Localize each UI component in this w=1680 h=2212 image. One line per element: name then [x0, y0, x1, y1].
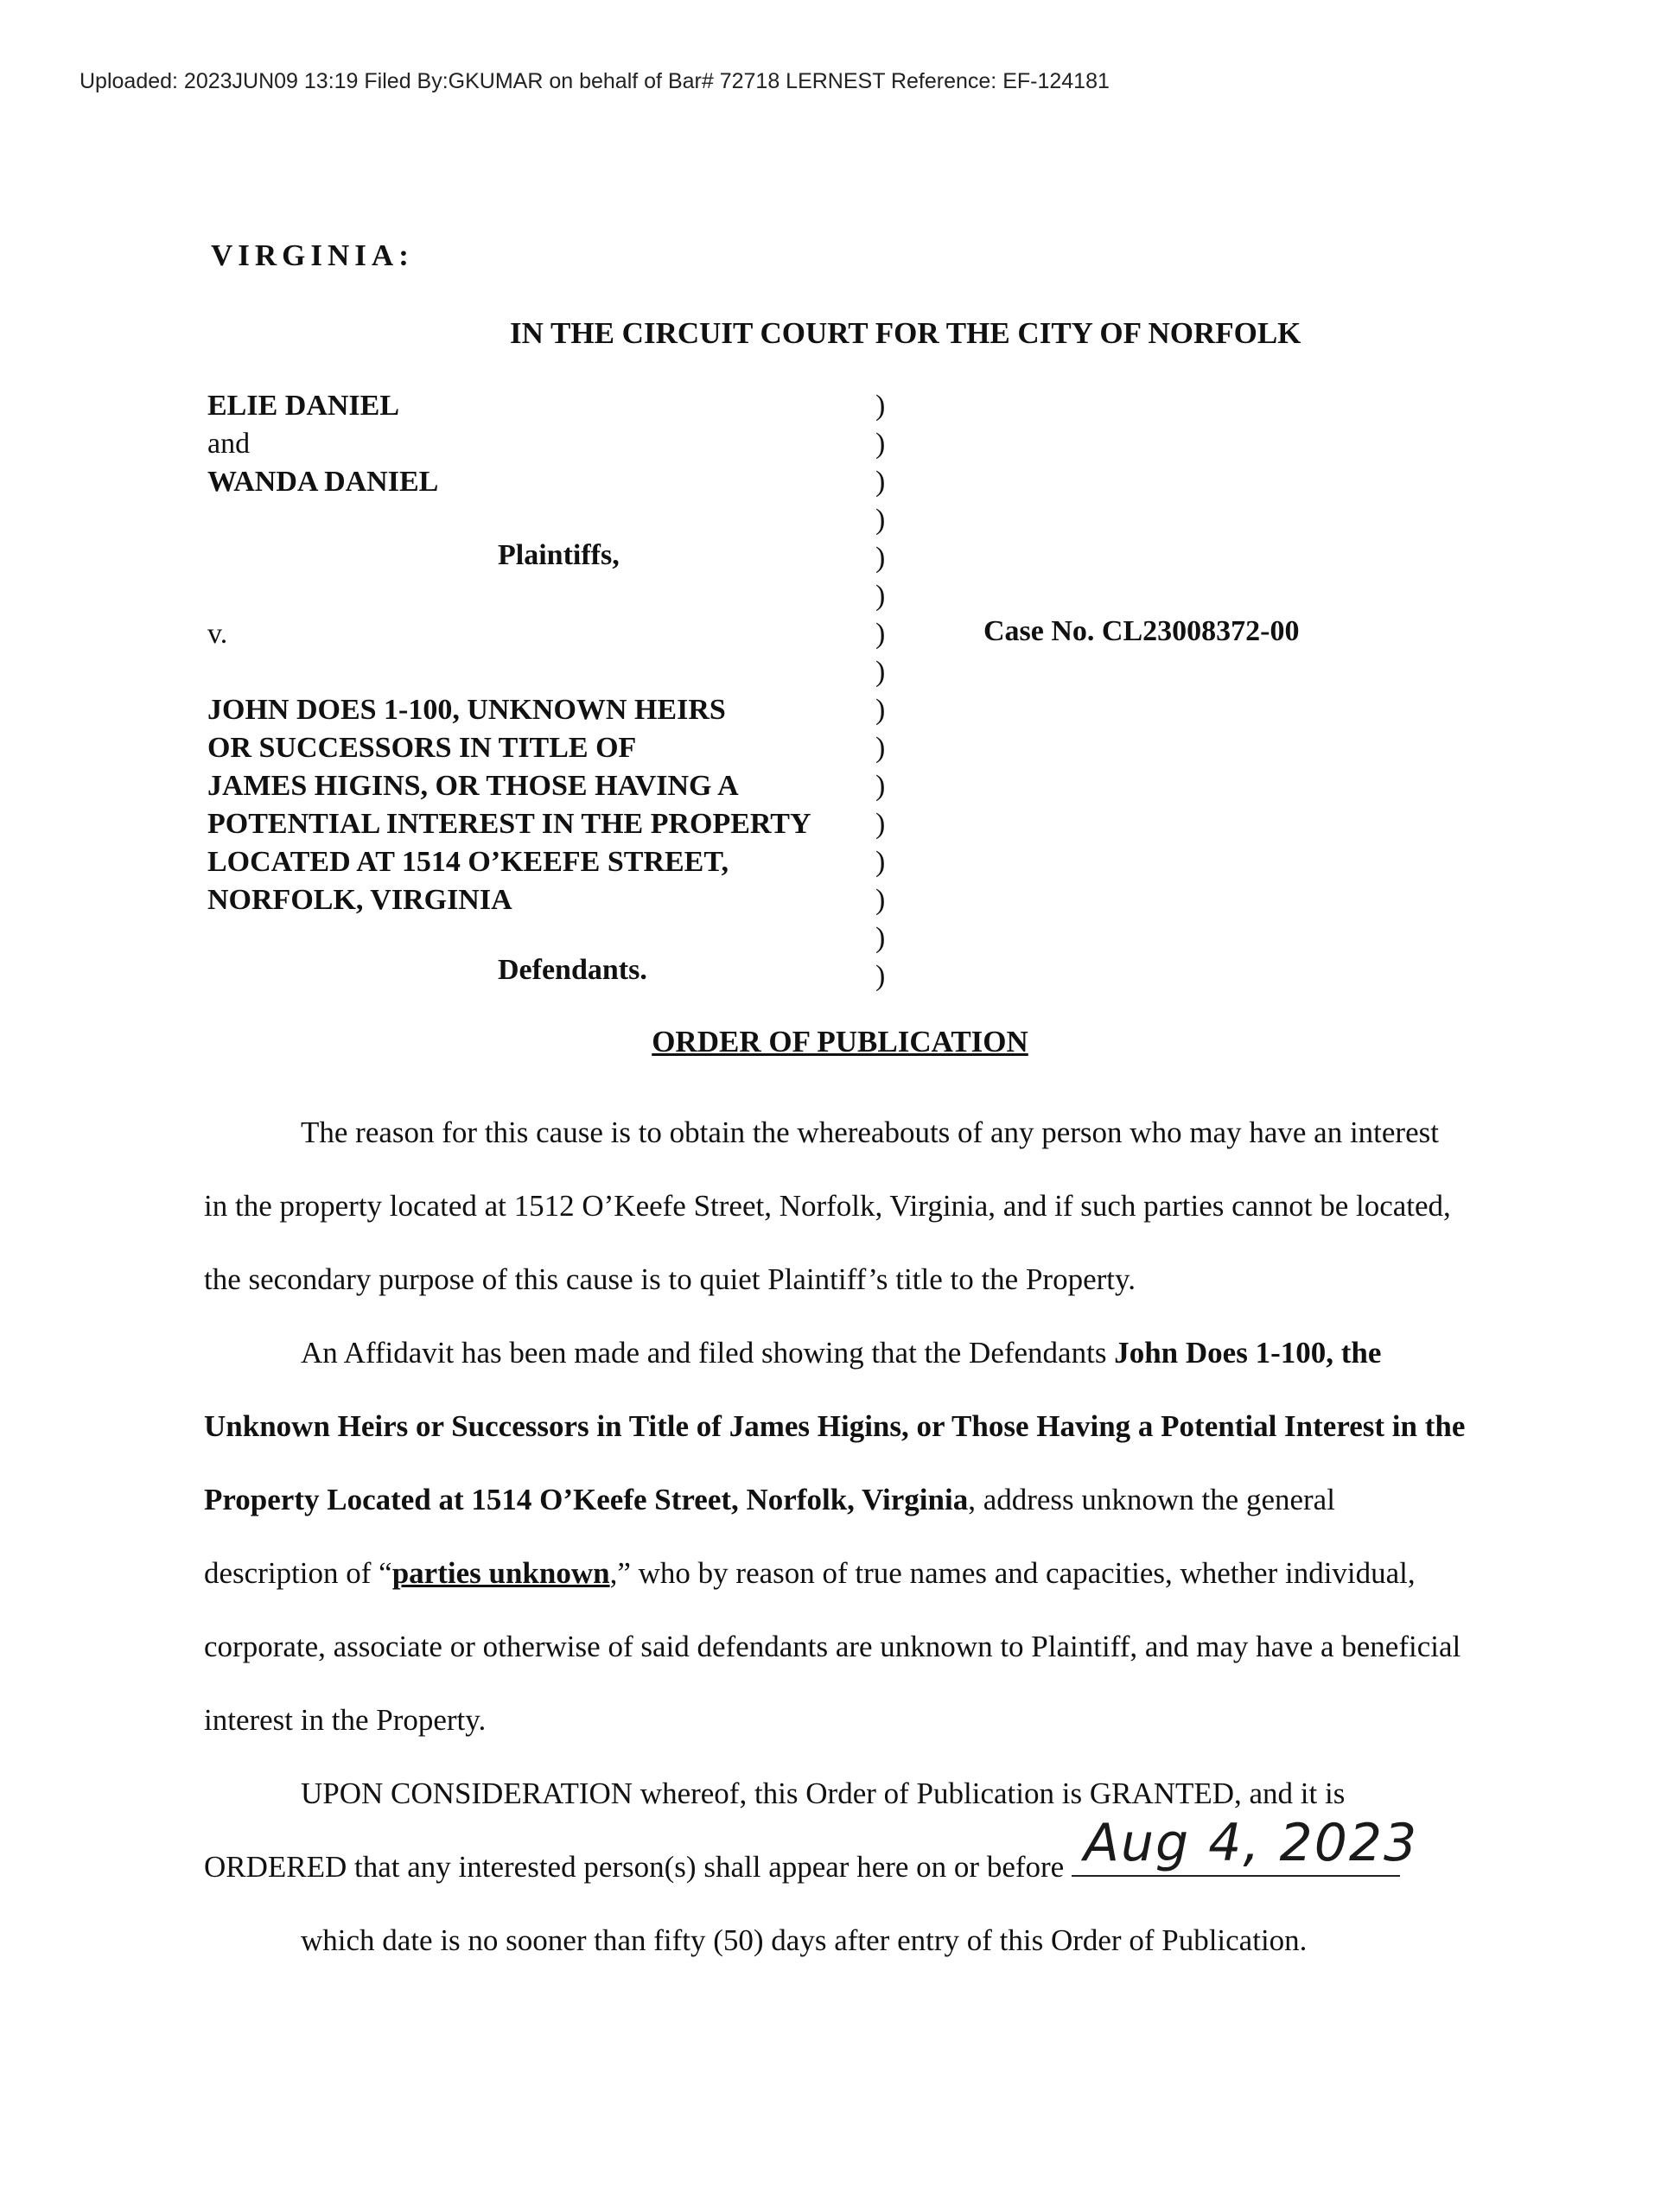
plaintiff-1: ELIE DANIEL: [207, 390, 400, 422]
defendant-names: [207, 691, 811, 919]
caption-bracket: ): [875, 922, 886, 954]
defendant-line: OR SUCCESSORS IN TITLE OF: [207, 732, 637, 764]
caption-bracket: ): [875, 390, 886, 422]
caption-bracket: ): [875, 504, 886, 536]
paragraph-affidavit: [204, 1316, 1466, 1757]
paragraph-date-note: which date is no sooner than fifty (50) days after entry of this Order of Publication.: [301, 1923, 1308, 1957]
defendant-line: JOHN DOES 1-100, UNKNOWN HEIRS: [207, 694, 726, 726]
ordered-text: ORDERED that any interested person(s) shall appear here on or before: [204, 1850, 1072, 1884]
defendants-description: John Does 1-100, the Unknown Heirs or Successors in Title of James Higins, or Those Having a Potential Interest in the Property Located at 1514 O’Keefe Street, Norfolk, Virginia: [204, 1336, 1466, 1516]
caption-bracket: ): [875, 960, 886, 992]
plaintiff-2: WANDA DANIEL: [207, 466, 439, 498]
defendant-line: JAMES HIGINS, OR THOSE HAVING A: [207, 770, 739, 802]
paragraph-granted: UPON CONSIDERATION whereof, this Order of Publication is GRANTED, and it is: [301, 1777, 1346, 1810]
order-body: [204, 1096, 1466, 1977]
case-number: Case No. CL23008372-00: [983, 615, 1300, 647]
caption-bracket: ): [875, 694, 886, 726]
plaintiff-names: [207, 387, 438, 501]
parties-unknown-term: parties unknown: [391, 1556, 610, 1590]
caption-bracket: ): [875, 618, 886, 650]
caption-bracket: ): [875, 466, 886, 498]
document-title: ORDER OF PUBLICATION: [652, 1025, 1028, 1058]
affidavit-lead: An Affidavit has been made and filed showing that the Defendants: [301, 1336, 1115, 1370]
caption-bracket: ): [875, 656, 886, 688]
defendants-role: Defendants.: [498, 954, 647, 986]
case-caption: [207, 387, 1590, 992]
caption-bracket: ): [875, 884, 886, 916]
defendant-line: POTENTIAL INTEREST IN THE PROPERTY: [207, 808, 811, 840]
paragraph-ordered: [204, 1813, 1466, 1904]
caption-bracket: ): [875, 428, 886, 460]
caption-brackets: [875, 387, 885, 995]
caption-bracket: ): [875, 580, 886, 612]
defendant-line: NORFOLK, VIRGINIA: [207, 884, 512, 916]
plaintiffs-role: Plaintiffs,: [498, 539, 620, 571]
caption-bracket: ): [875, 542, 886, 574]
appearance-date-line: [1072, 1813, 1419, 1877]
defendant-line: LOCATED AT 1514 O’KEEFE STREET,: [207, 846, 729, 878]
affidavit-tail: ,” who by reason of true names and capacities, whether individual, corporate, associate or otherwise of said defendants are unknown to Plaintiff, and may have a beneficial interest in the Property.: [204, 1556, 1461, 1737]
court-heading: IN THE CIRCUIT COURT FOR THE CITY OF NORFOLK: [510, 316, 1301, 350]
versus: v.: [207, 618, 228, 650]
handwritten-date: Aug 4, 2023: [1083, 1813, 1419, 1873]
caption-bracket: ): [875, 770, 886, 802]
caption-bracket: ): [875, 846, 886, 878]
caption-bracket: ): [875, 808, 886, 840]
paragraph-reason: The reason for this cause is to obtain the whereabouts of any person who may have an interest in the property located at 1512 O’Keefe Street, Norfolk, Virginia, and if such parties cannot be located, the secondary purpose of this cause is to quiet Plaintiff’s title to the Property.: [204, 1116, 1451, 1296]
state-heading: VIRGINIA:: [211, 238, 414, 272]
affidavit-mid: , address unknown the general description of “: [204, 1483, 1335, 1590]
plaintiff-conjunction: and: [207, 428, 251, 460]
filing-stamp: Uploaded: 2023JUN09 13:19 Filed By:GKUMAR on behalf of Bar# 72718 LERNEST Reference: EF-124181: [80, 69, 1110, 93]
caption-bracket: ): [875, 732, 886, 764]
